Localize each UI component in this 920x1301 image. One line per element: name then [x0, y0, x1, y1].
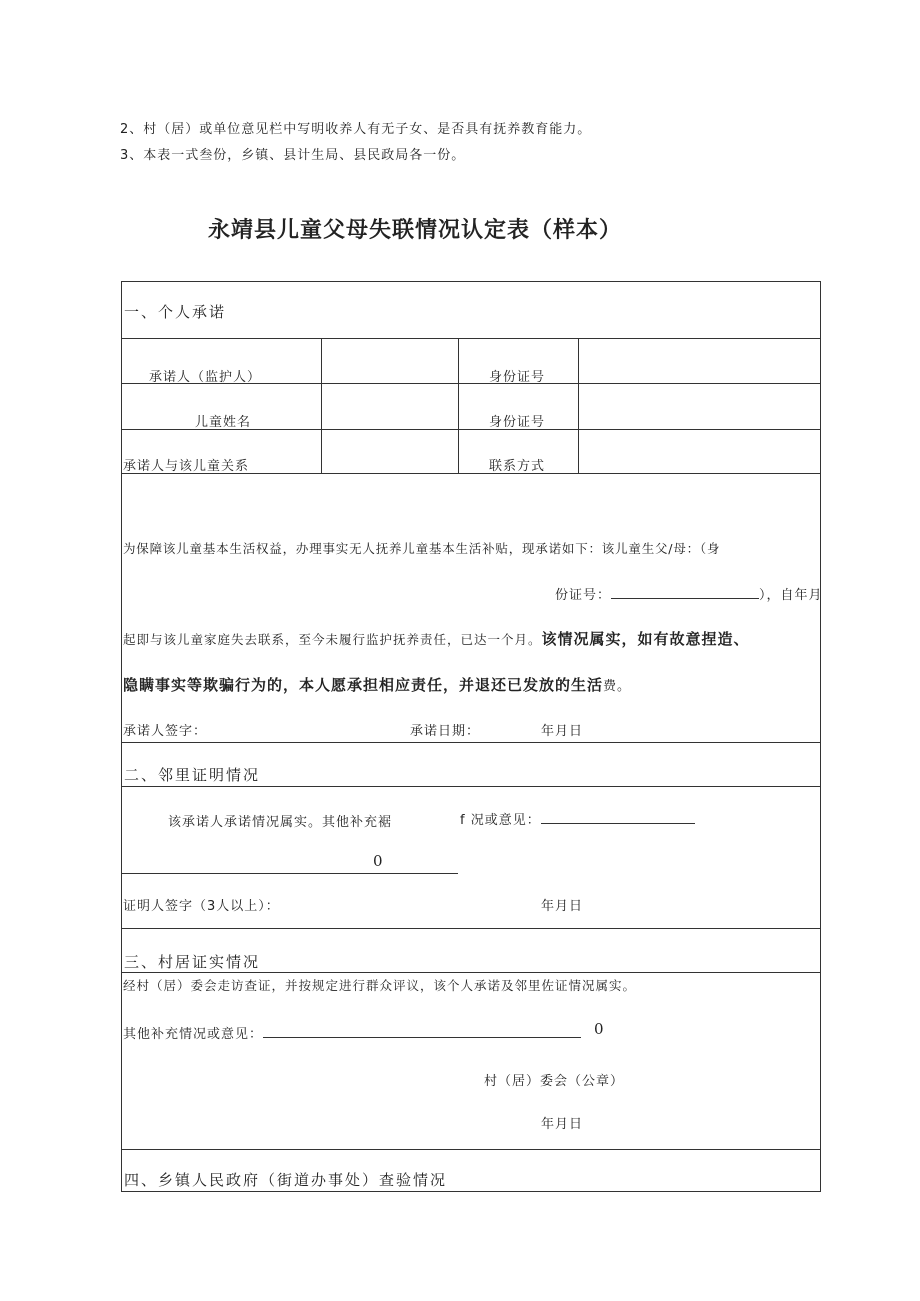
village-other-label: 其他补充情况或意见：	[123, 1027, 264, 1042]
rule	[121, 928, 821, 929]
section-4-heading: 四、乡镇人民政府（街道办事处）查验情况	[124, 1171, 448, 1189]
note-2: 2、村（居）或单位意见栏中写明收养人有无子女、是否具有抚养教育能力。	[120, 122, 592, 137]
rule	[458, 338, 459, 473]
promiser-id-label: 身份证号	[489, 370, 546, 385]
rule	[578, 338, 579, 473]
rule	[121, 1149, 821, 1150]
witness-signature-label: 证明人签字（3人以上）：	[123, 899, 280, 914]
relation-label: 承诺人与该儿童关系	[123, 459, 250, 474]
village-date: 年月日	[541, 1117, 584, 1132]
child-id-label: 身份证号	[489, 415, 546, 430]
pledge-date-label: ），自年月	[759, 588, 823, 603]
pledge-line-4	[123, 674, 631, 695]
promise-date-label: 承诺日期：	[410, 724, 481, 739]
neighbor-other-blank	[541, 811, 695, 824]
section-2-heading: 二、邻里证明情况	[124, 766, 261, 784]
rule	[121, 786, 821, 787]
contact-label: 联系方式	[489, 459, 546, 474]
neighbor-statement: 该承诺人承诺情况属实。其他补充裾	[168, 815, 393, 830]
pledge-line-3	[123, 628, 750, 649]
village-other-line	[123, 1023, 581, 1042]
neighbor-other-label: f 况或意见：	[460, 813, 541, 828]
rule	[121, 338, 821, 339]
section-3-heading: 三、村居证实情况	[124, 953, 261, 971]
pledge-line-2	[555, 584, 823, 603]
pledge-line-3a: 起即与该儿童家庭失去联系，至今未履行监护抚养责任，已达一个月。	[123, 632, 542, 647]
village-verification-text: 经村（居）委会走访查证，并按规定进行群众评议，该个人承诺及邻里佐证情况属实。	[123, 978, 637, 993]
pledge-line-4a: 隐瞒事实等欺骗行为的，本人愿承担相应责任，并退还已发放的生活	[123, 676, 604, 694]
note-3: 3、本表一式叁份，乡镇、县计生局、县民政局各一份。	[120, 148, 466, 163]
promiser-label: 承诺人（监护人）	[149, 370, 262, 385]
pledge-line-4b: 费。	[603, 679, 632, 694]
village-seal-label: 村（居）委会（公章）	[484, 1074, 625, 1089]
rule	[121, 873, 458, 874]
village-zero: 0	[594, 1020, 604, 1038]
rule	[121, 972, 821, 973]
promiser-signature-label: 承诺人签字：	[123, 724, 208, 739]
witness-date: 年月日	[541, 899, 584, 914]
neighbor-other-line	[460, 809, 695, 828]
id-blank	[611, 586, 759, 599]
village-other-blank	[263, 1025, 581, 1038]
neighbor-zero: 0	[373, 852, 383, 870]
rule	[321, 338, 322, 473]
form-title: 永靖县儿童父母失联情况认定表（样本）	[207, 218, 622, 243]
child-name-label: 儿童姓名	[195, 415, 252, 430]
pledge-line-3b: 该情况属实，如有故意捏造、	[541, 630, 750, 648]
rule	[121, 742, 821, 743]
section-1-heading: 一、个人承诺	[124, 303, 227, 321]
promise-date: 年月日	[541, 724, 584, 739]
pledge-id-label: 份证号：	[555, 588, 612, 603]
pledge-line-1: 为保障该儿童基本生活权益，办理事实无人抚养儿童基本生活补贴，现承诺如下：该儿童生父/母：（身	[123, 541, 721, 556]
